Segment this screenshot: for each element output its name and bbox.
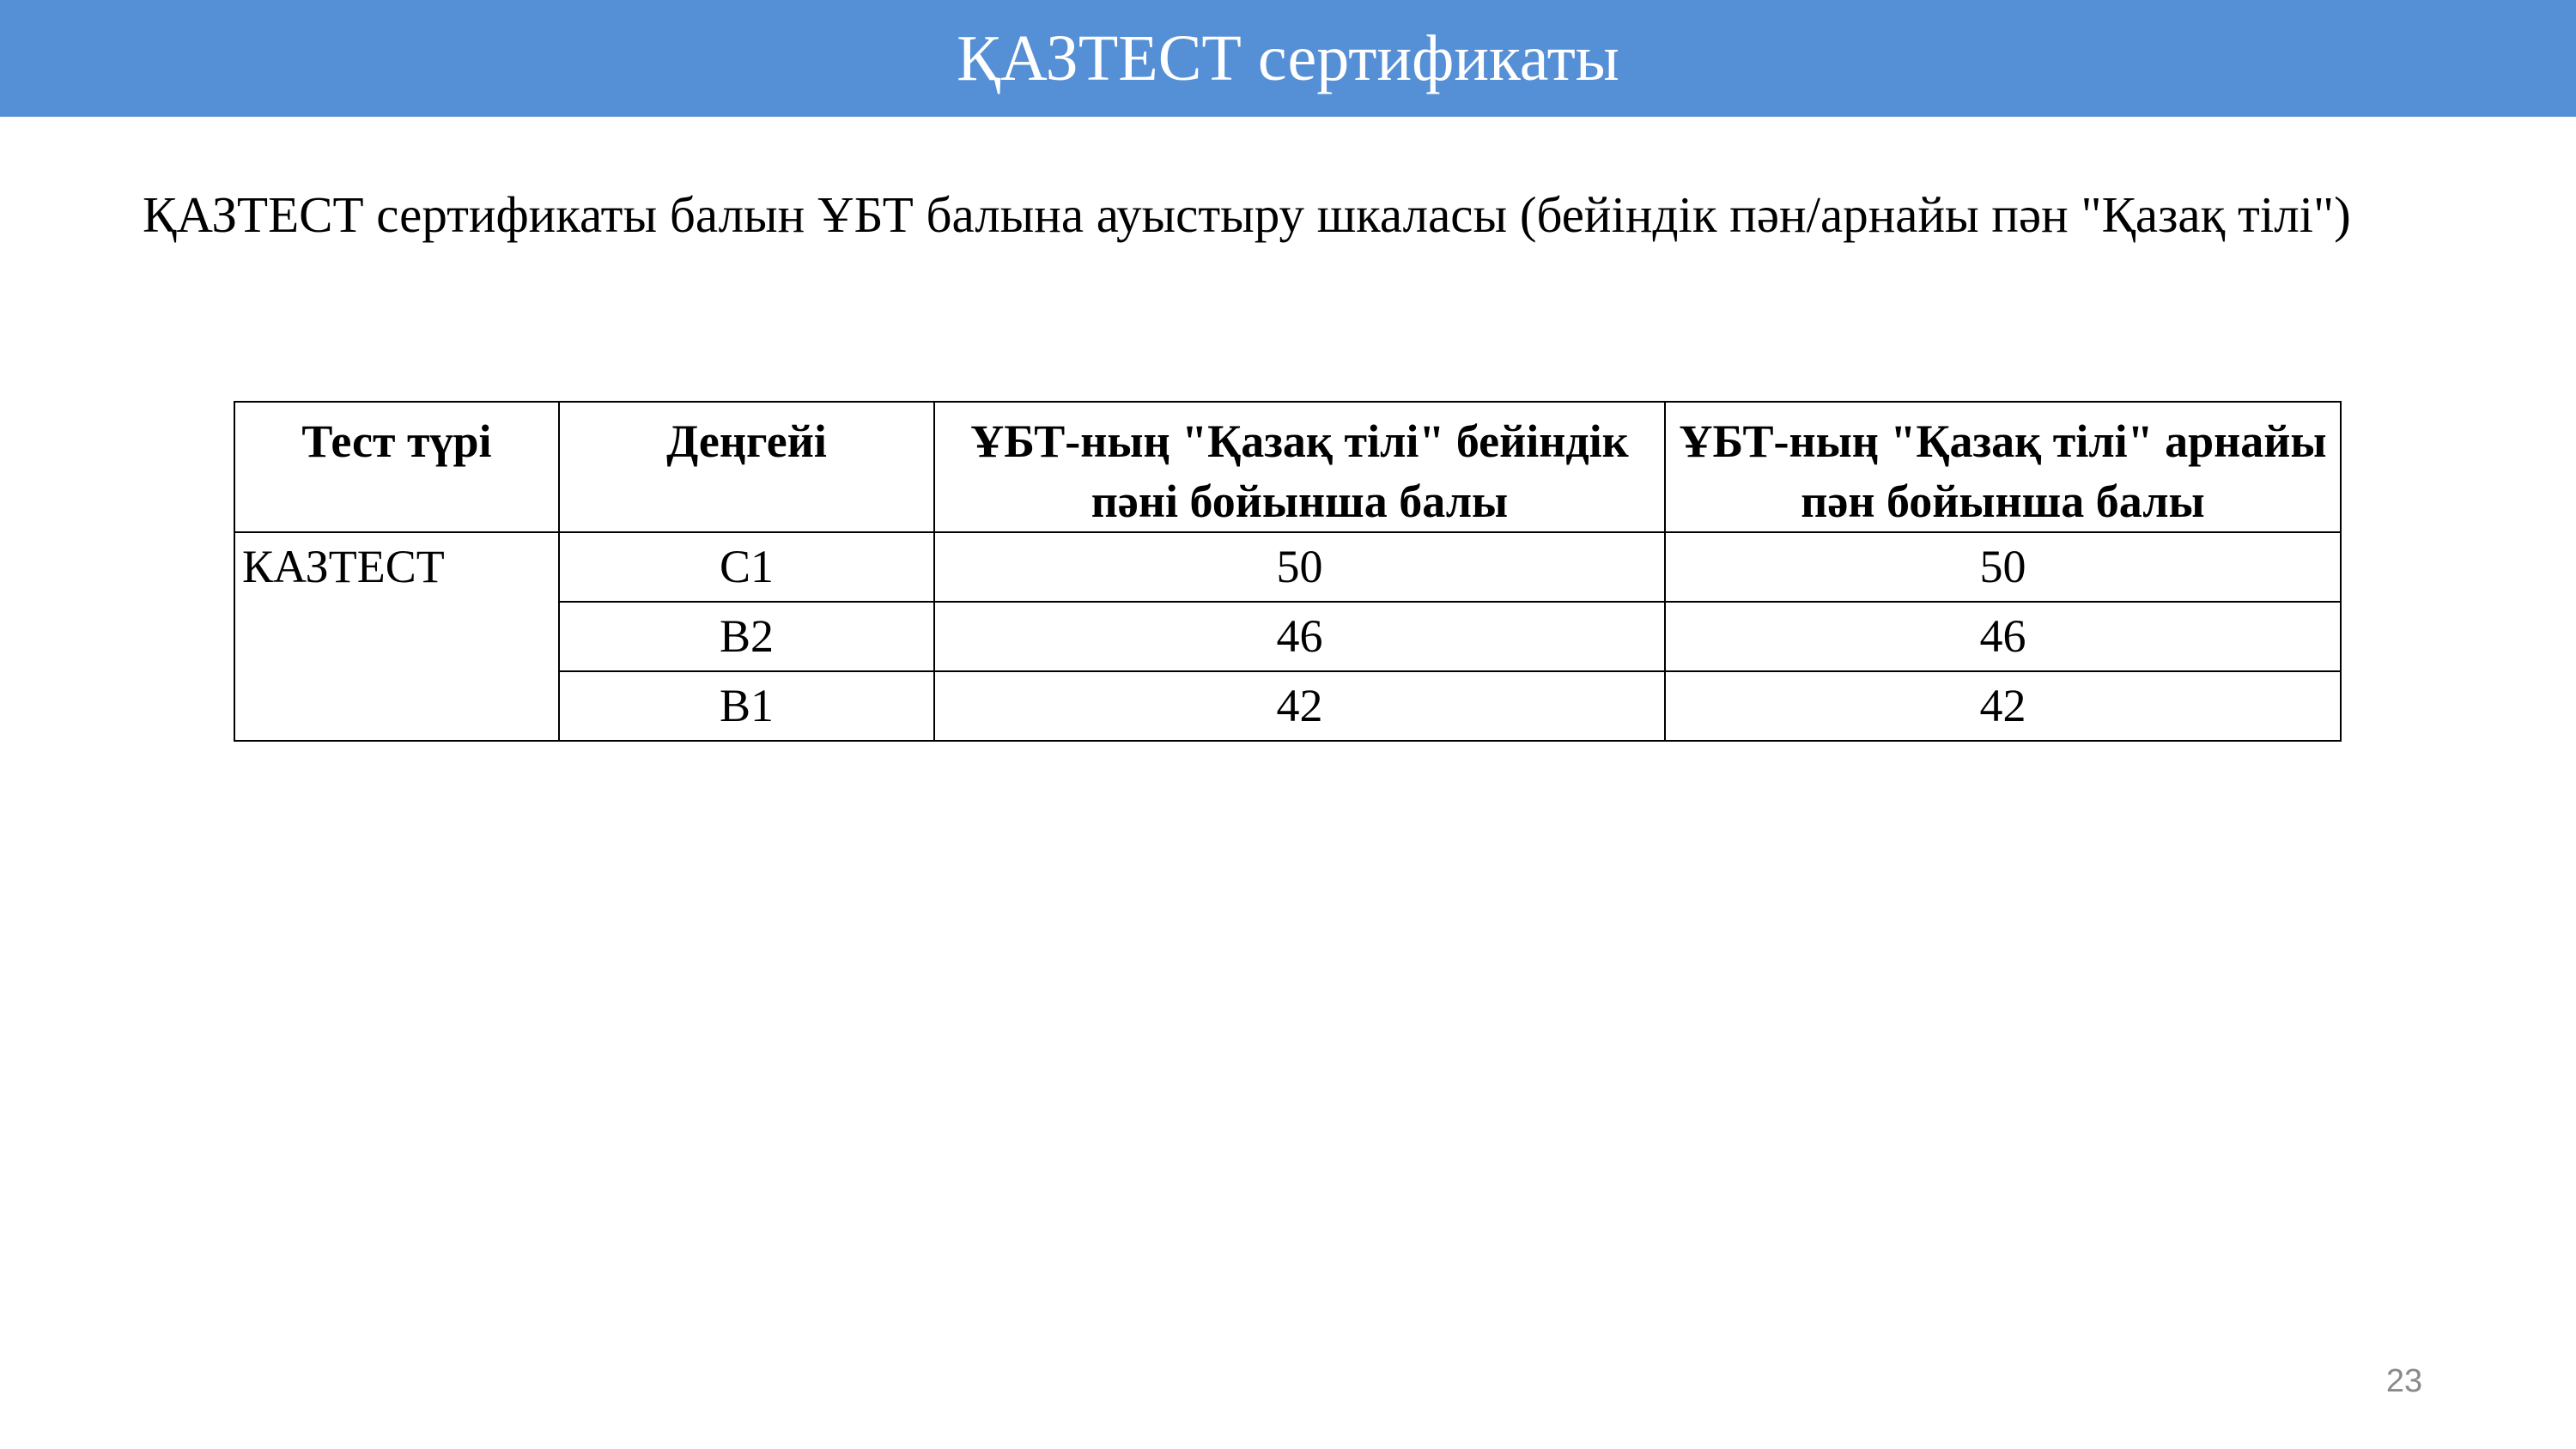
table-row bbox=[234, 532, 2341, 602]
level-cell: В1 bbox=[559, 671, 934, 741]
level-cell: С1 bbox=[559, 532, 934, 602]
profile-score-cell: 50 bbox=[934, 532, 1665, 602]
profile-score-cell: 42 bbox=[934, 671, 1665, 741]
header-profile-score: ҰБТ-ның "Қазақ тілі" бейіндік пәні бойынша балы bbox=[934, 402, 1665, 532]
slide-title: ҚАЗТЕСТ сертификаты bbox=[957, 22, 1619, 94]
header-special-score: ҰБТ-ның "Қазақ тілі" арнайы пән бойынша балы bbox=[1665, 402, 2341, 532]
conversion-table bbox=[234, 401, 2342, 742]
level-cell: В2 bbox=[559, 602, 934, 671]
special-score-cell: 42 bbox=[1665, 671, 2341, 741]
page-number: 23 bbox=[2385, 1363, 2423, 1399]
special-score-cell: 46 bbox=[1665, 602, 2341, 671]
header-test-type: Тест түрі bbox=[234, 402, 559, 532]
profile-score-cell: 46 bbox=[934, 602, 1665, 671]
table-header-row bbox=[234, 402, 2341, 532]
special-score-cell: 50 bbox=[1665, 532, 2341, 602]
title-bar bbox=[0, 0, 2576, 117]
intro-paragraph: ҚАЗТЕСТ сертификаты балын ҰБТ балына ауыстыру шкаласы (бейіндік пән/арнайы пән "Қазақ тілі") bbox=[143, 186, 2351, 243]
header-level: Деңгейі bbox=[559, 402, 934, 532]
test-type-cell: КАЗТЕСТ bbox=[234, 532, 559, 741]
